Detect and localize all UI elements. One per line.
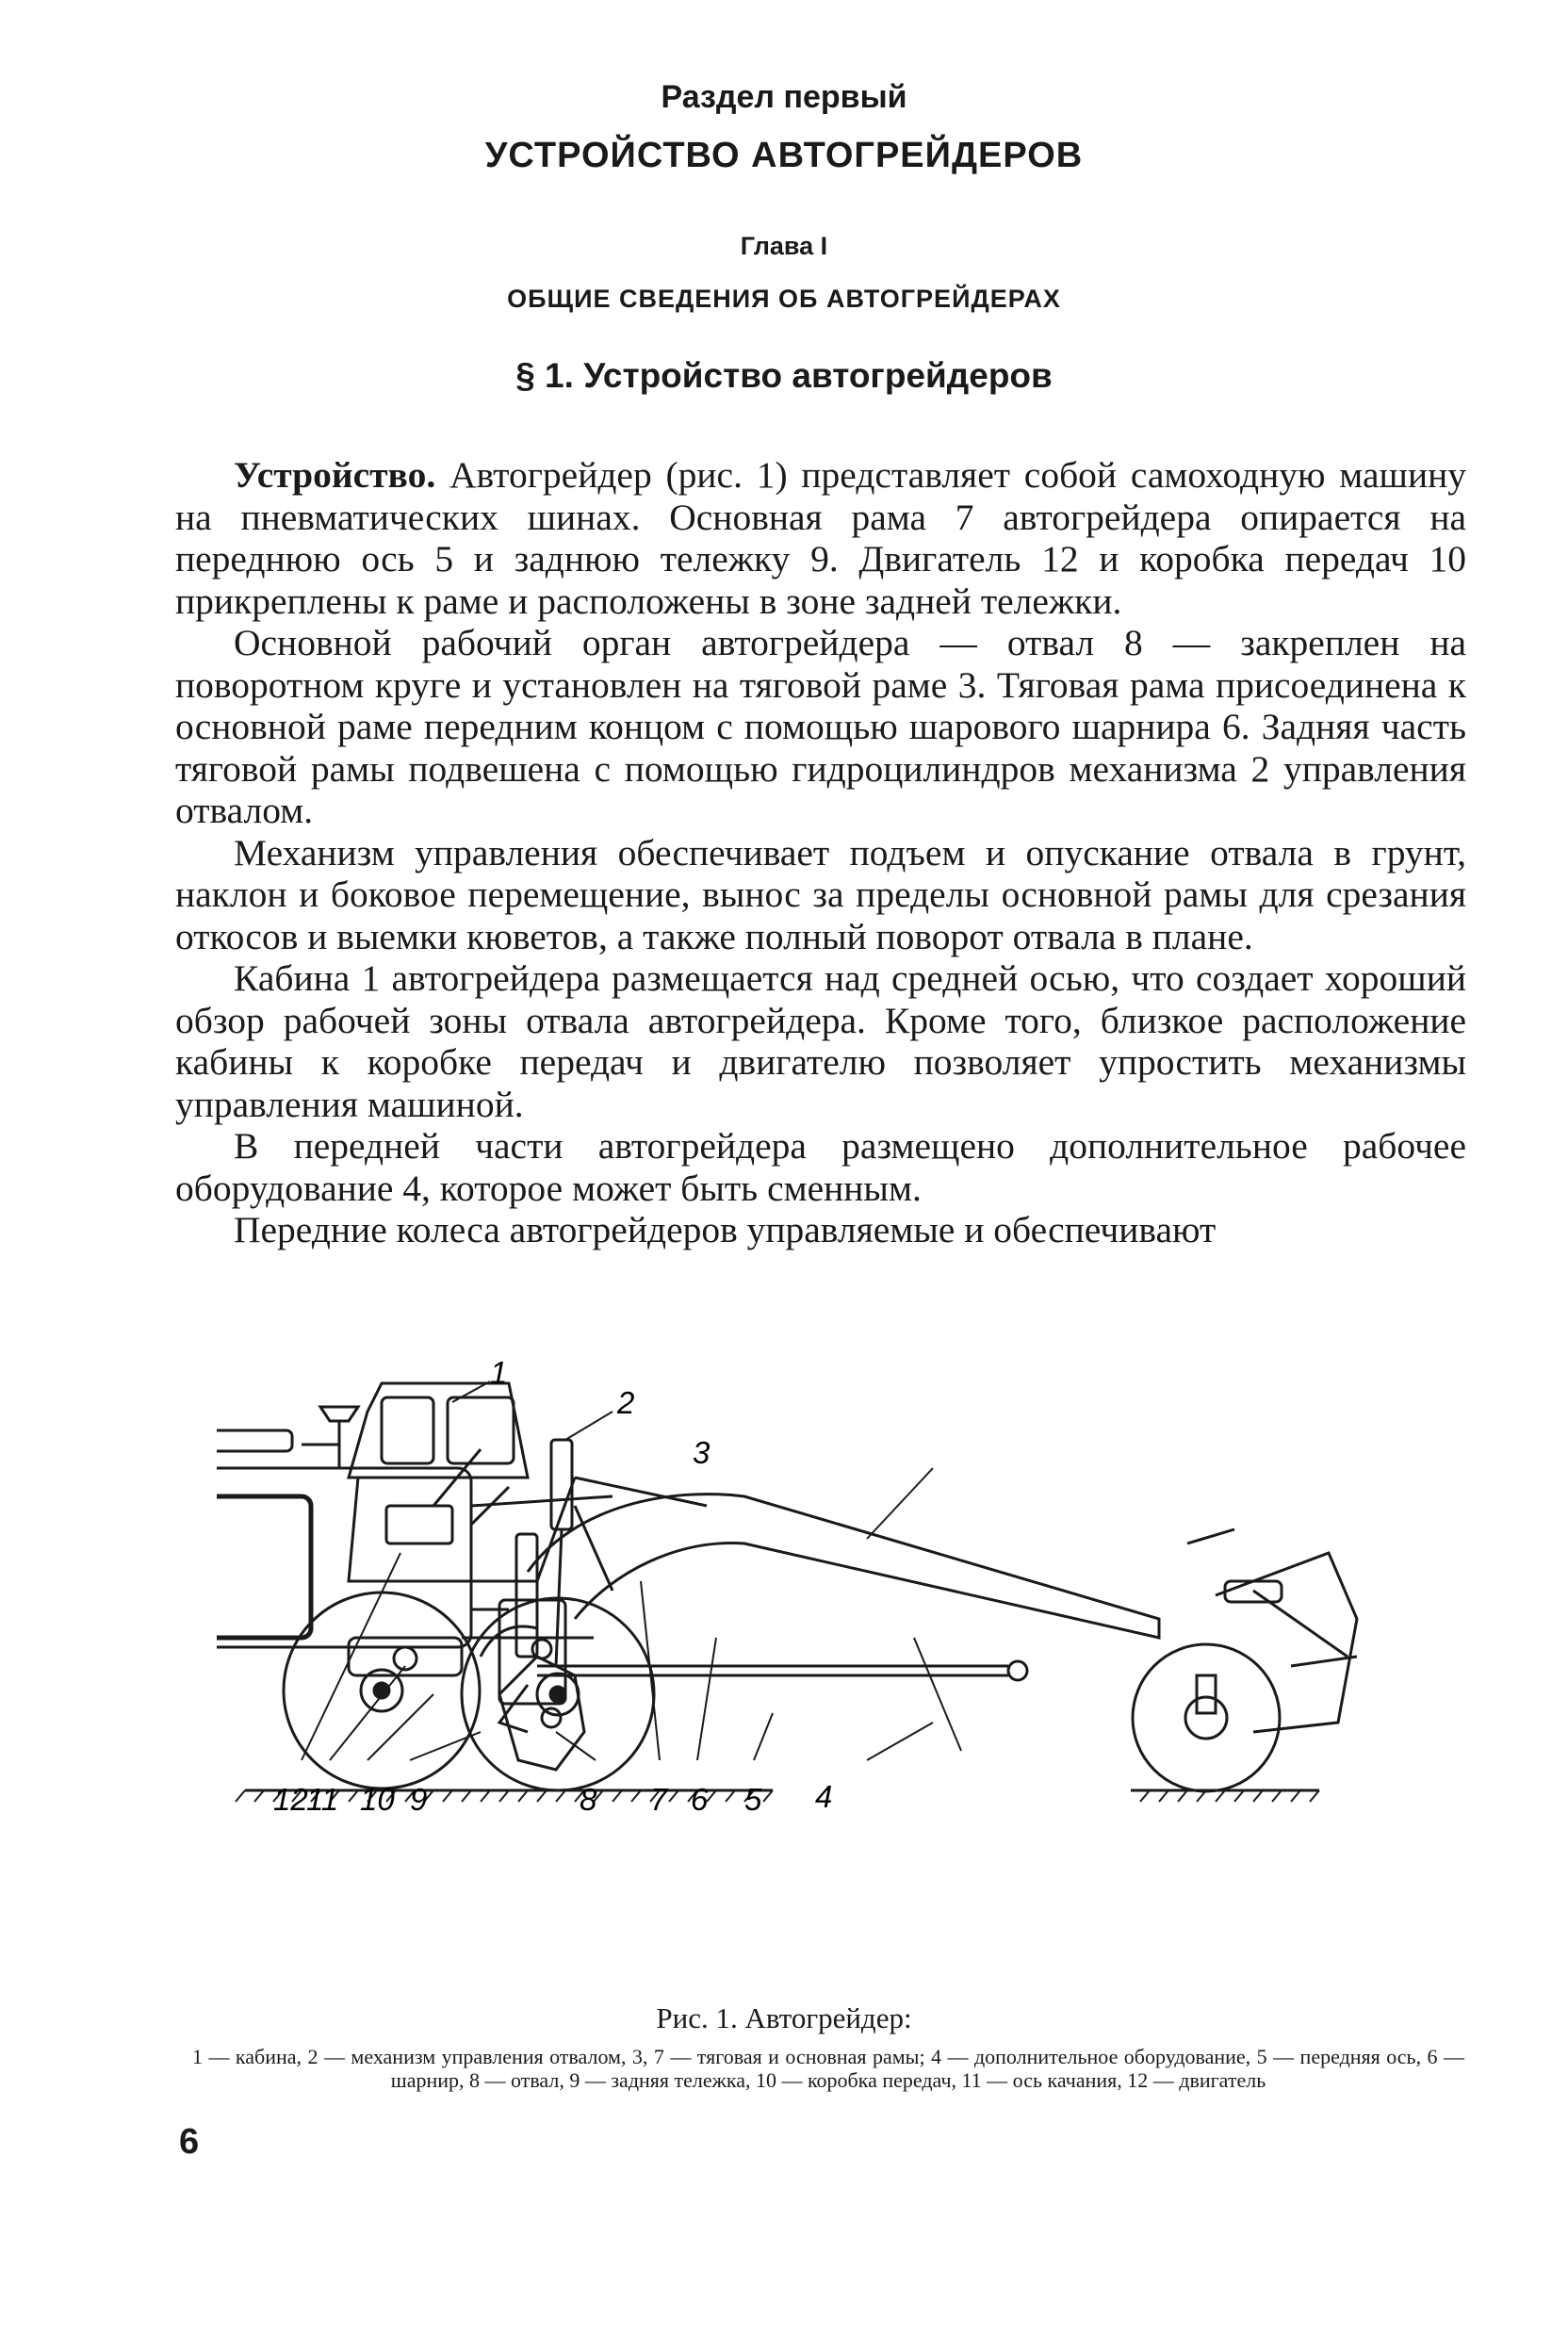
callout-7: 7 bbox=[650, 1782, 668, 1817]
main-frame bbox=[471, 1478, 1159, 1638]
paragraph-1 bbox=[175, 454, 1466, 622]
rear-wheels bbox=[284, 1592, 654, 1790]
callout-2: 2 bbox=[617, 1385, 635, 1420]
motor-grader-drawing bbox=[217, 1355, 1376, 1958]
callout-11: 11 bbox=[306, 1782, 339, 1817]
paragraph-4: Кабина 1 автогрейдера размещается над средней осью, что создает хороший обзор рабочей зоны отвала автогрейдера. Кроме того, близкое расположение кабины к коробке передач и двигателю позволяет упростить механизмы управления машиной. bbox=[175, 957, 1466, 1125]
paragraph-3: Механизм управления обеспечивает подъем и опускание отвала в грунт, наклон и боковое перемещение, вынос за пределы основной рамы для срезания откосов и выемки кюветов, а также полный поворот отвала в плане. bbox=[175, 831, 1466, 957]
paragraph-title: § 1. Устройство автогрейдеров bbox=[515, 356, 1053, 395]
blade bbox=[499, 1657, 584, 1770]
chapter-title: ОБЩИЕ СВЕДЕНИЯ ОБ АВТОГРЕЙДЕРАХ bbox=[507, 285, 1061, 313]
callout-6: 6 bbox=[691, 1782, 709, 1817]
section-title: УСТРОЙСТВО АВТОГРЕЙДЕРОВ bbox=[484, 136, 1084, 175]
callout-12: 12 bbox=[273, 1782, 308, 1817]
body-text bbox=[175, 454, 1466, 1251]
front-wheel bbox=[1133, 1644, 1280, 1791]
ground-line bbox=[236, 1790, 1319, 1802]
section-label: Раздел первый bbox=[661, 79, 907, 115]
chapter-label: Глава I bbox=[740, 232, 828, 260]
paragraph-1-lead: Устройство. bbox=[234, 454, 436, 496]
front-attachment bbox=[1187, 1529, 1357, 1732]
paragraph-1-text: Автогрейдер (рис. 1) представляет собой самоходную машину на пневматических шинах. Основная рама 7 автогрейдера опирается на переднюю ось 5 и заднюю тележку 9. Двигатель 12 и коробка передач 10 прикреплены к раме и расположены в зоне задней тележки. bbox=[175, 454, 1466, 622]
callout-9: 9 bbox=[410, 1782, 428, 1817]
figure-legend: 1 — кабина, 2 — механизм управления отвалом, 3, 7 — тяговая и основная рамы; 4 — дополнительное оборудование, 5 — передняя ось, 6 — шарнир, 8 — отвал, 9 — задняя тележка, 10 — коробка передач, 11 — ось качания, 12 — двигатель bbox=[192, 2045, 1464, 2092]
figure-caption: Рис. 1. Автогрейдер: bbox=[656, 2001, 912, 2034]
paragraph-2: Основной рабочий орган автогрейдера — отвал 8 — закреплен на поворотном круге и установлен на тяговой раме 3. Тяговая рама присоединена к основной раме передним концом с помощью шарового шарнира 6. Задняя часть тяговой рамы подвешена с помощью гидроцилиндров механизма 2 управления отвалом. bbox=[175, 622, 1466, 831]
paragraph-6: Передние колеса автогрейдеров управляемые и обеспечивают bbox=[234, 1209, 1217, 1250]
callout-5: 5 bbox=[744, 1782, 762, 1817]
draw-bar bbox=[537, 1661, 1027, 1680]
callout-10: 10 bbox=[360, 1782, 395, 1817]
callout-3: 3 bbox=[693, 1435, 710, 1470]
cab bbox=[349, 1383, 575, 1581]
paragraph-5: В передней части автогрейдера размещено дополнительное рабочее оборудование 4, которое может быть сменным. bbox=[175, 1125, 1466, 1209]
callout-4: 4 bbox=[815, 1779, 833, 1814]
callout-1: 1 bbox=[490, 1355, 508, 1390]
page-number: 6 bbox=[179, 2122, 200, 2162]
callout-8: 8 bbox=[580, 1782, 597, 1817]
